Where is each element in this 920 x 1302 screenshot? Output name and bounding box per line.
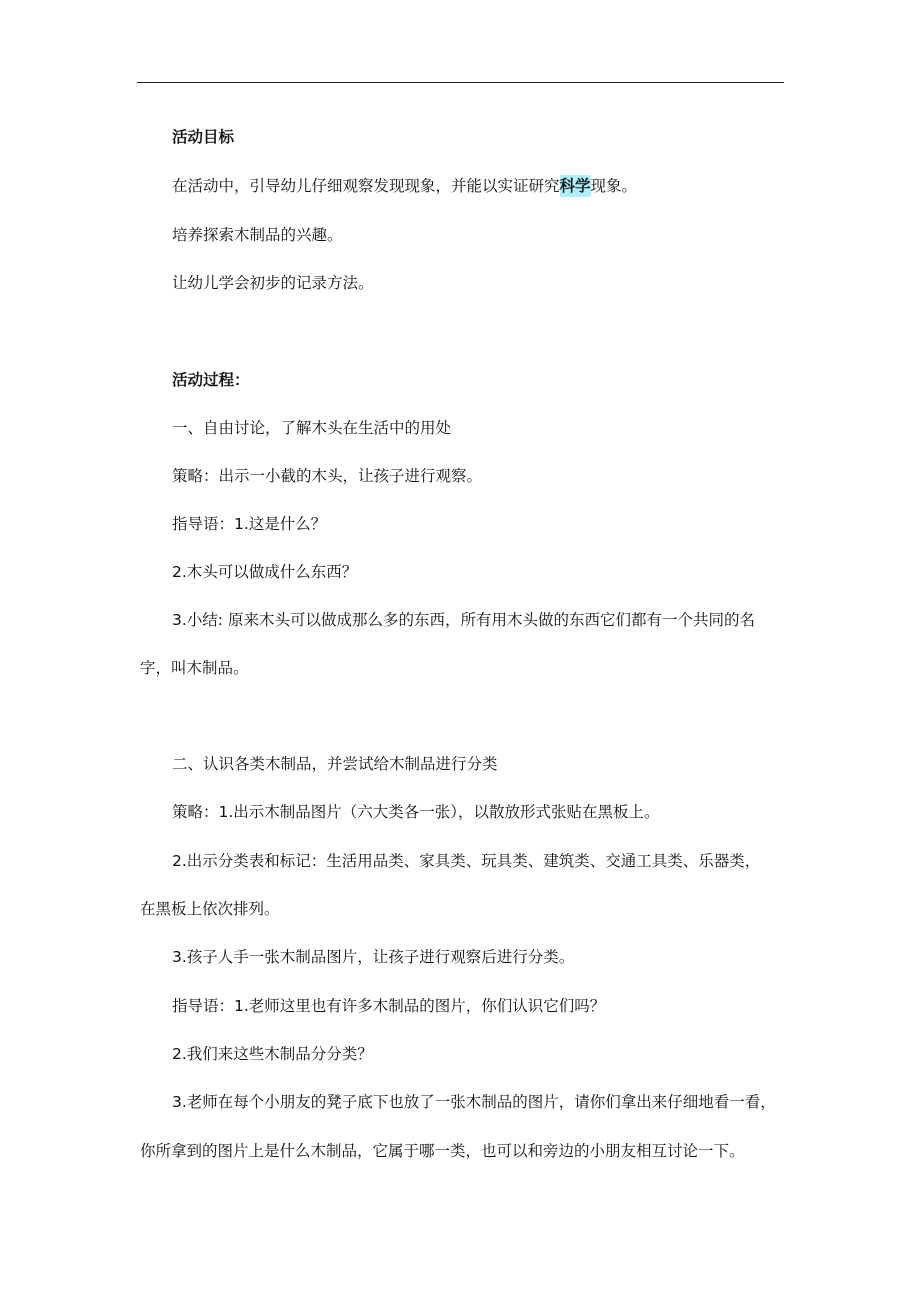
goal-item-1-post: 现象。 bbox=[590, 177, 638, 195]
header-rule bbox=[137, 82, 784, 83]
goal-item-1 bbox=[172, 176, 637, 196]
part2-guide1: 指导语：1.老师这里也有许多木制品的图片，你们认识它们吗？ bbox=[172, 997, 606, 1015]
part2-guide3-line2: 你所拿到的图片上是什么木制品，它属于哪一类，也可以和旁边的小朋友相互讨论一下。 bbox=[140, 1142, 745, 1160]
goals-heading: 活动目标 bbox=[172, 128, 235, 146]
part1-guide: 指导语：1.这是什么？ bbox=[172, 515, 327, 533]
goal-item-2: 培养探索木制品的兴趣。 bbox=[172, 226, 343, 244]
part2-strategy: 策略：1.出示木制品图片（六大类各一张），以散放形式张贴在黑板上。 bbox=[172, 803, 660, 821]
part2-guide2: 2.我们来这些木制品分分类？ bbox=[172, 1045, 373, 1063]
part1-summary-line2: 字，叫木制品。 bbox=[140, 659, 249, 677]
highlighted-term: 科学 bbox=[559, 177, 591, 195]
part2-title: 二、认识各类木制品，并尝试给木制品进行分类 bbox=[172, 755, 498, 773]
part1-strategy: 策略：出示一小截的木头，让孩子进行观察。 bbox=[172, 467, 483, 485]
part2-step3: 3.孩子人手一张木制品图片，让孩子进行观察后进行分类。 bbox=[172, 948, 575, 966]
process-heading: 活动过程： bbox=[172, 371, 250, 389]
goal-item-3: 让幼儿学会初步的记录方法。 bbox=[172, 274, 374, 292]
part2-guide3-line1: 3.老师在每个小朋友的凳子底下也放了一张木制品的图片，请你们拿出来仔细地看一看， bbox=[172, 1093, 776, 1111]
part2-step2-line2: 在黑板上依次排列。 bbox=[140, 900, 280, 918]
part1-question-2: 2.木头可以做成什么东西？ bbox=[172, 563, 358, 581]
part1-summary-line1: 3.小结: 原来木头可以做成那么多的东西，所有用木头做的东西它们都有一个共同的名 bbox=[172, 611, 755, 629]
goal-item-1-pre: 在活动中，引导幼儿仔细观察发现现象，并能以实证研究 bbox=[172, 177, 560, 195]
part2-step2-line1: 2.出示分类表和标记：生活用品类、家具类、玩具类、建筑类、交通工具类、乐器类， bbox=[172, 852, 761, 870]
part1-title: 一、自由讨论，了解木头在生活中的用处 bbox=[172, 419, 452, 437]
